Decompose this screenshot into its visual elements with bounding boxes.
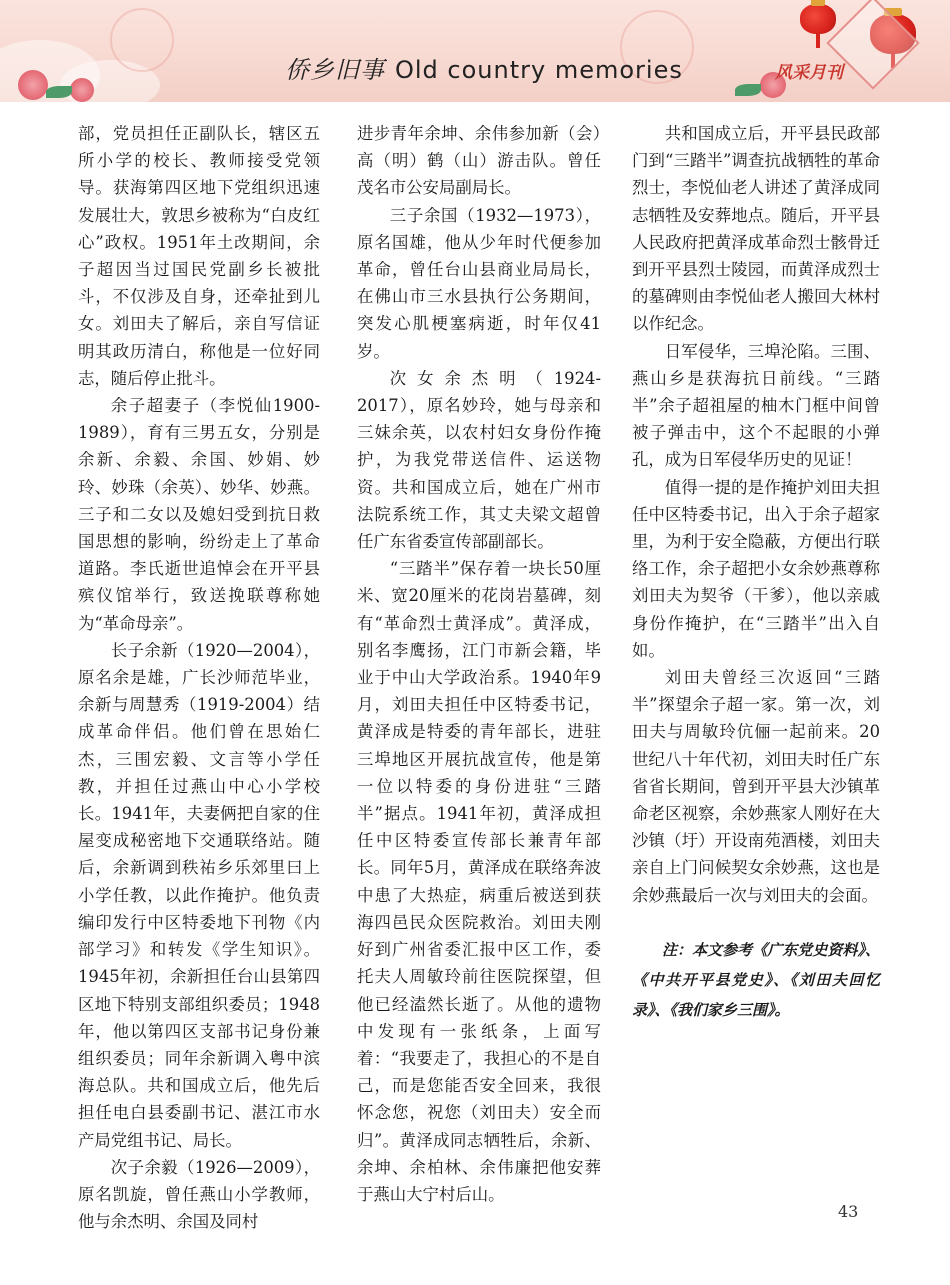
page-header [0, 0, 950, 102]
column-title-cn: 侨乡旧事 [285, 56, 385, 84]
reference-note: 注：本文参考《广东党史资料》、《中共开平县党史》、《刘田夫回忆录》、《我们家乡三围》。 [632, 940, 880, 1019]
lantern-icon [800, 4, 836, 34]
column-title-en: Old country memories [395, 56, 683, 84]
swirl-decoration [110, 8, 174, 72]
flower-icon [18, 70, 48, 100]
paragraph: 值得一提的是作掩护刘田夫担任中区特委书记，出入于余子超家里，为利于安全隐蔽，方便出行联络工作，余子超把小女余妙燕尊称刘田夫为契爷（干爹），他以亲戚身份作掩护，在“三踏半”出入自如。 [632, 477, 880, 660]
paragraph: 部，党员担任正副队长，辖区五所小学的校长、教师接受党领导。获海第四区地下党组织迅速发展壮大，敦思乡被称为“白皮红心”政权。1951年土改期间，余子超因当过国民党副乡长被批斗，不仅涉及自身，还牵扯到儿女。刘田夫了解后，亲自写信证明其政历清白，称他是一位好同志，随后停止批斗。 [78, 124, 320, 388]
paragraph: 长子余新（1920—2004），原名余是雄，广长沙师范毕业，余新与周慧秀（1919-2004）结成革命伴侣。他们曾在思始仁杰，三围宏毅、文言等小学任教，并担任过燕山中心小学校长。1941年，夫妻俩把自家的住屋变成秘密地下交通联络站。随后，余新调到秩祐乡乐郊里曰上小学任教，以此作掩护。他负责编印发行中区特委地下刊物《内部学习》和转发《学生知识》。1945年初，余新担任台山县第四区地下特别支部组织委员；1948年，他以第四区支部书记身份兼组织委员；同年余新调入粤中滨海总队。共和国成立后，他先后担任电白县委副书记、湛江市水产局党组书记、局长。 [78, 640, 320, 1150]
paragraph: 三子余国（1932—1973），原名国雄，他从少年时代便参加革命，曾任台山县商业局局长，在佛山市三水县执行公务期间，突发心肌梗塞病逝，时年仅41岁。 [357, 205, 601, 361]
paragraph: 余子超妻子（李悦仙1900-1989），育有三男五女，分别是余新、余毅、余国、妙娟、妙玲、妙珠（余英）、妙华、妙燕。三子和二女以及媳妇受到抗日救国思想的影响，纷纷走上了革命道路。李氏逝世追悼会在开平县殡仪馆举行，致送挽联尊称她为“革命母亲”。 [78, 396, 320, 633]
leaf-icon [735, 84, 761, 96]
paragraph: 进步青年余坤、余伟参加新（会）高（明）鹤（山）游击队。曾任茂名市公安局副局长。 [357, 124, 601, 198]
paragraph: 次女余杰明（1924-2017），原名妙玲，她与母亲和三妹余英，以农村妇女身份作掩护，为我党带送信件、运送物资。共和国成立后，她在广州市法院系统工作，其丈夫梁文超曾任广东省委宣传部副部长。 [357, 368, 601, 552]
article-column-3 [632, 120, 880, 1025]
paragraph: “三踏半”保存着一块长50厘米、宽20厘米的花岗岩墓碑，刻有“革命烈士黄泽成”。黄泽成，别名李鹰扬，江门市新会籍，毕业于中山大学政治系。1940年9月，刘田夫担任中区特委书记，黄泽成是特委的青年部长，进驻三埠地区开展抗战宣传，他是第一位以特委的身份进驻“三踏半”据点。1941年初，黄泽成担任中区特委宣传部长兼青年部长。同年5月，黄泽成在联络奔波中患了大热症，病重后被送到获海四邑民众医院救治。刘田夫刚好到广州省委汇报中区工作，委托夫人周敏玲前往医院探望，但他已经溘然长逝了。从他的遗物中发现有一张纸条，上面写着：“我要走了，我担心的不是自己，而是您能否安全回来，我很怀念您，祝您（刘田夫）安全而归”。黄泽成同志牺牲后，余新、余坤、余柏林、余伟廉把他安葬于燕山大宁村后山。 [357, 559, 601, 1204]
flower-icon [70, 78, 94, 102]
magazine-label: 风采月刊 [775, 63, 843, 83]
page-number: 43 [838, 1202, 859, 1221]
paragraph: 次子余毅（1926—2009），原名凯旋，曾任燕山小学教师，他与余杰明、余国及同村 [78, 1157, 320, 1232]
column-title [285, 50, 683, 85]
paragraph: 共和国成立后，开平县民政部门到“三踏半”调查抗战牺牲的革命烈士，李悦仙老人讲述了黄泽成同志牺牲及安葬地点。随后，开平县人民政府把黄泽成革命烈士骸骨迁到开平县烈士陵园，而黄泽成烈士的墓碑则由李悦仙老人搬回大林村以作纪念。 [632, 124, 880, 334]
article-column-1 [78, 120, 320, 1235]
article-column-2 [357, 120, 601, 1208]
paragraph: 刘田夫曾经三次返回“三踏半”探望余子超一家。第一次，刘田夫与周敏玲伉俪一起前来。20世纪八十年代初，刘田夫时任广东省省长期间，曾到开平县大沙镇革命老区视察，余妙燕家人刚好在大沙镇（圩）开设南苑酒楼，刘田夫亲自上门问候契女余妙燕，这也是余妙燕最后一次与刘田夫的会面。 [632, 668, 880, 905]
paragraph: 日军侵华，三埠沦陷。三围、燕山乡是获海抗日前线。“三踏半”余子超祖屋的柚木门框中间曾被子弹击中，这个不起眼的小弹孔，成为日军侵华历史的见证！ [632, 341, 880, 470]
leaf-icon [46, 86, 72, 98]
